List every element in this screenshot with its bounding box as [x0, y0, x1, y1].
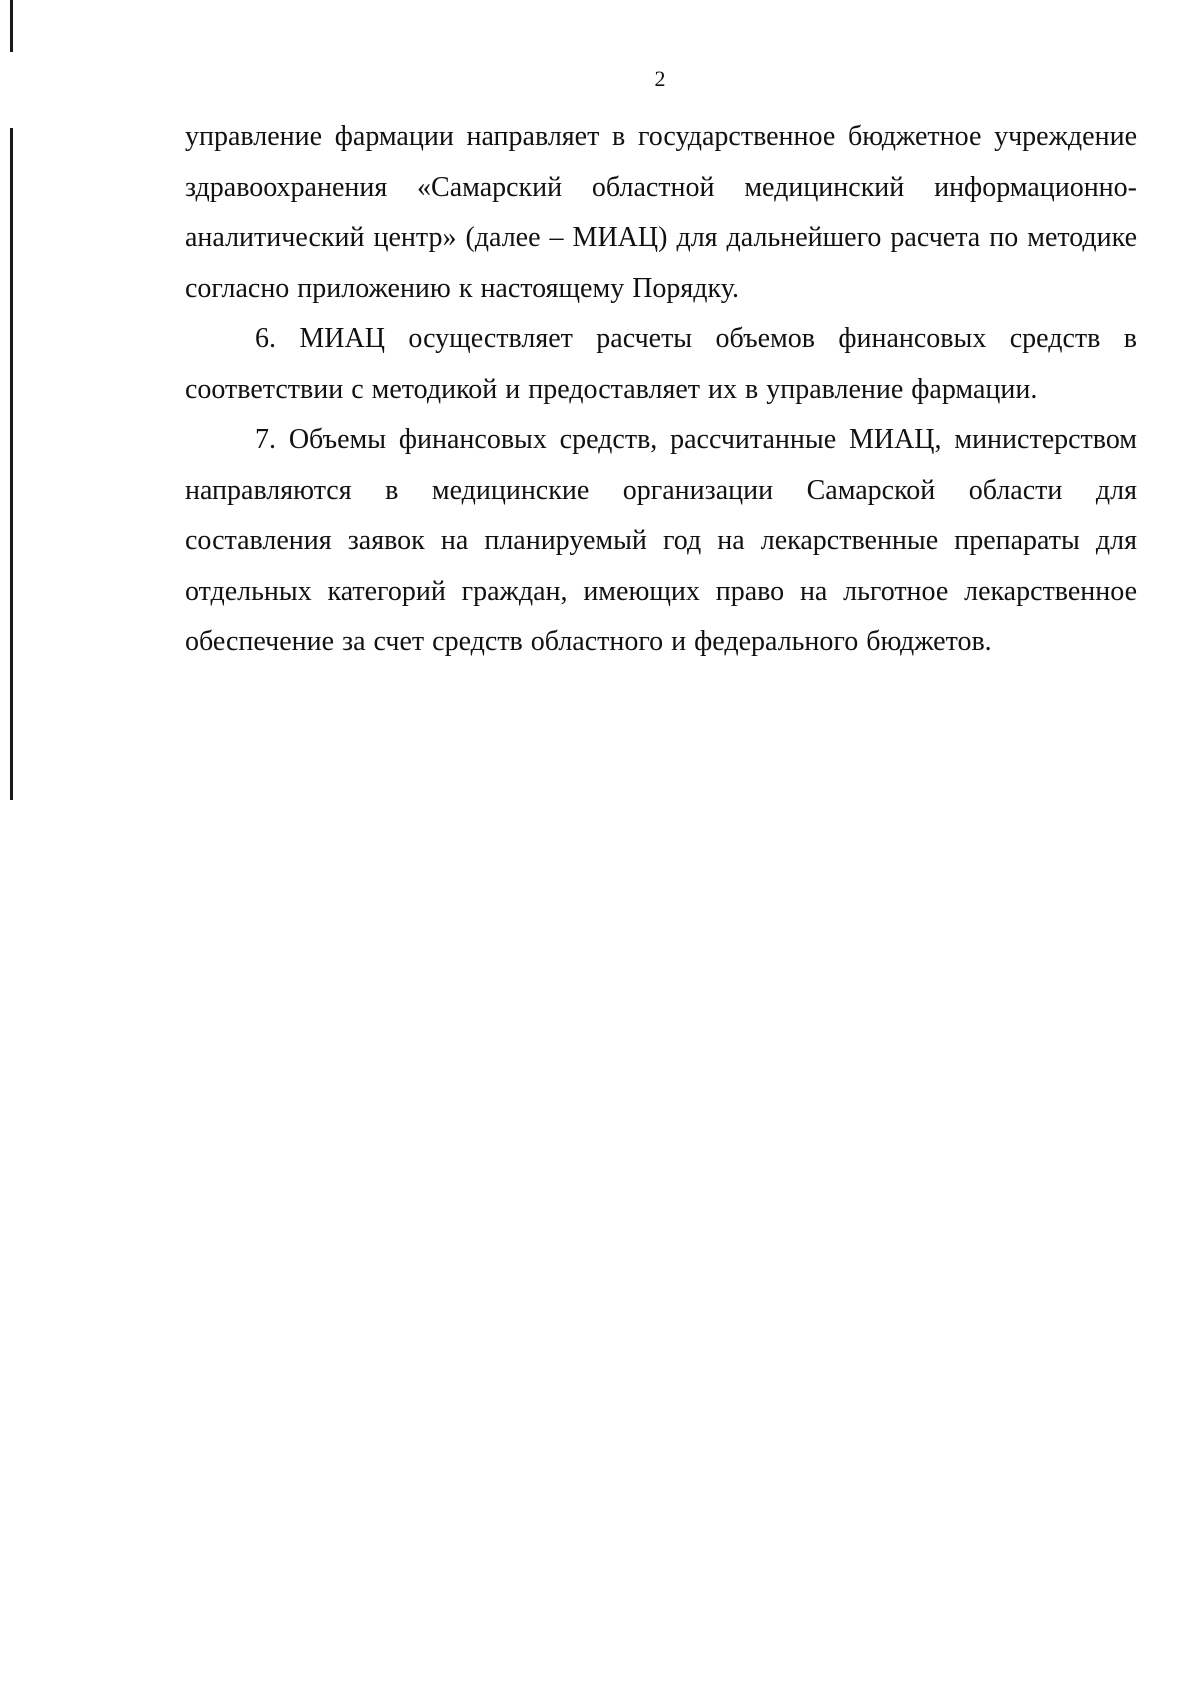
document-body — [185, 112, 1137, 668]
paragraph-item-7: 7. Объемы финансовых средств, рассчитанные МИАЦ, министерством направляются в медицинские организации Самарской области для составления заявок на планируемый год на лекарственные препараты для отдельных категорий граждан, имеющих право на льготное лекарственное обеспечение за счет средств областного и федерального бюджетов. — [185, 424, 1137, 657]
scan-edge-mark-top — [10, 0, 13, 52]
scan-edge-mark — [10, 128, 13, 800]
paragraph-continuation: управление фармации направляет в государственное бюджетное учреждение здравоохранения «Самарский областной медицинский информационно-аналитический центр» (далее – МИАЦ) для дальнейшего расчета по методике согласно приложению к настоящему Порядку. — [185, 121, 1137, 304]
page-number: 2 — [654, 66, 666, 91]
paragraph-item-6: 6. МИАЦ осуществляет расчеты объемов финансовых средств в соответствии с методикой и предоставляет их в управление фармации. — [185, 323, 1137, 405]
